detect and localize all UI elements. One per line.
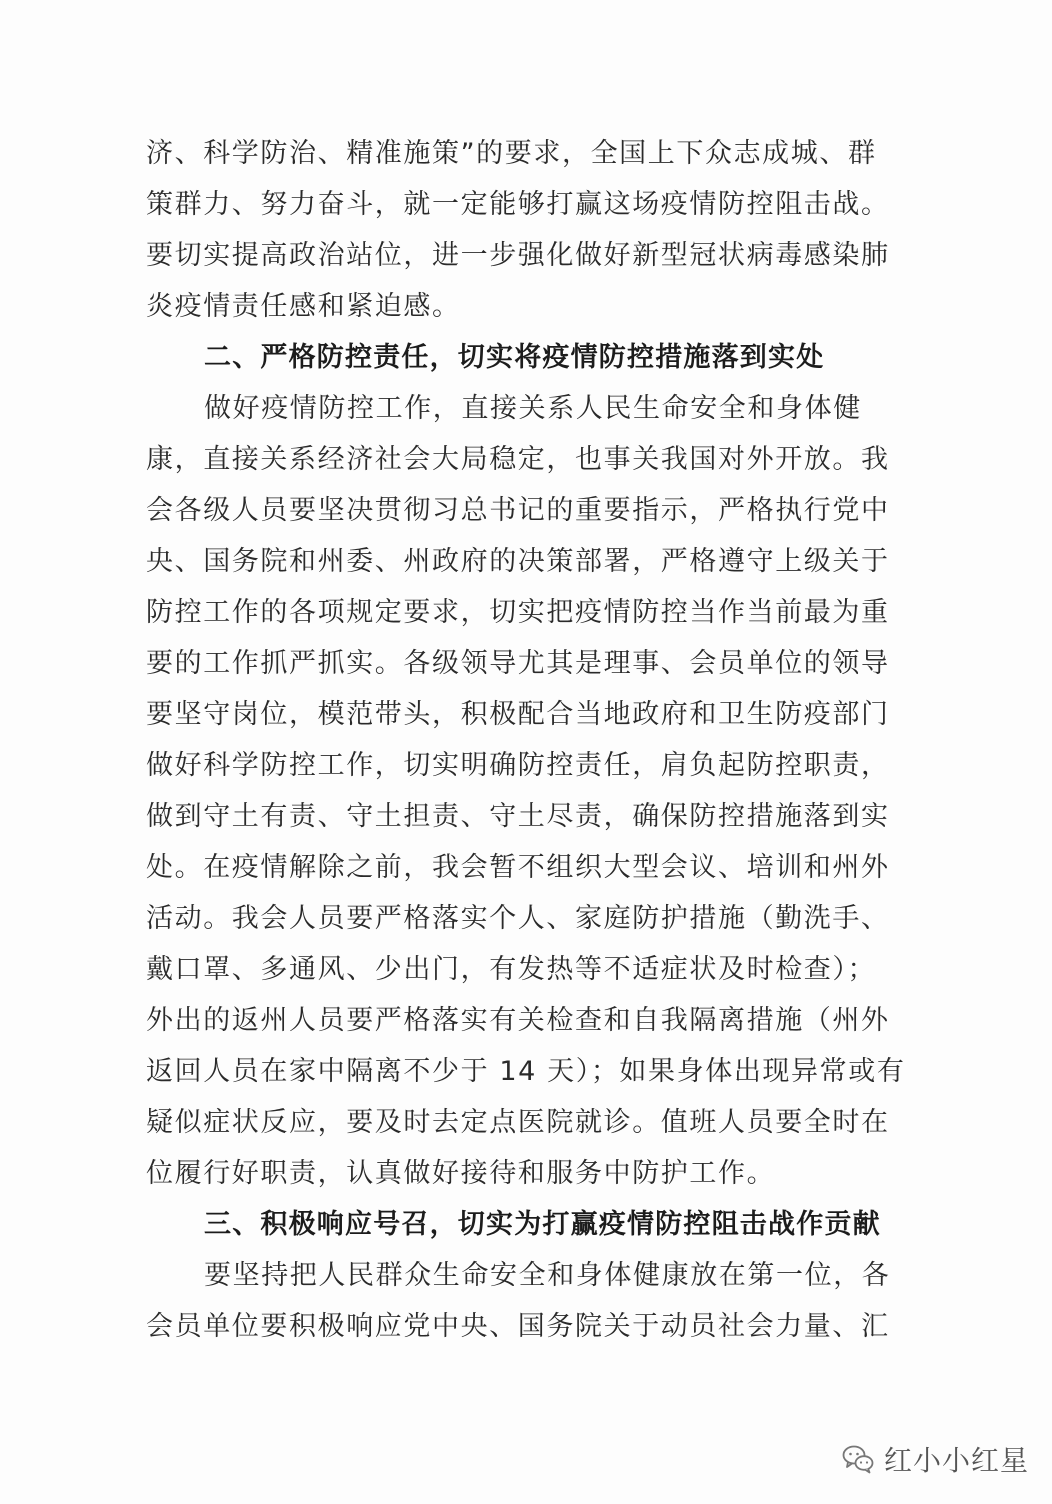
- body-line: 炎疫情责任感和紧迫感。: [146, 291, 461, 322]
- body-line: 做到守土有责、守土担责、守土尽责，确保防控措施落到实: [146, 801, 890, 832]
- body-line: 策群力、努力奋斗，就一定能够打赢这场疫情防控阻击战。: [146, 189, 890, 220]
- body-line: 康，直接关系经济社会大局稳定，也事关我国对外开放。我: [146, 444, 890, 475]
- body-line: 做好科学防控工作，切实明确防控责任，肩负起防控职责，: [146, 750, 890, 781]
- body-line: 戴口罩、多通风、少出门，有发热等不适症状及时检查）；: [146, 954, 877, 985]
- body-line: 央、国务院和州委、州政府的决策部署，严格遵守上级关于: [146, 546, 890, 577]
- body-line: 要坚守岗位，模范带头，积极配合当地政府和卫生防疫部门: [146, 699, 890, 730]
- body-line: 要切实提高政治站位，进一步强化做好新型冠状病毒感染肺: [146, 240, 890, 271]
- wechat-watermark: [842, 1437, 1029, 1481]
- body-line: 活动。我会人员要严格落实个人、家庭防护措施（勤洗手、: [146, 903, 890, 934]
- body-line: 会各级人员要坚决贯彻习总书记的重要指示，严格执行党中: [146, 495, 890, 526]
- body-line: 要的工作抓严抓实。各级领导尤其是理事、会员单位的领导: [146, 648, 890, 679]
- body-line: 防控工作的各项规定要求，切实把疫情防控当作当前最为重: [146, 597, 890, 628]
- section-heading-2: 二、严格防控责任，切实将疫情防控措施落到实处: [204, 342, 825, 373]
- body-line: 位履行好职责，认真做好接待和服务中防护工作。: [146, 1158, 776, 1189]
- body-line: 济、科学防治、精准施策”的要求，全国上下众志成城、群: [146, 138, 877, 169]
- wechat-icon: [842, 1444, 874, 1474]
- body-line: 会员单位要积极响应党中央、国务院关于动员社会力量、汇: [146, 1311, 890, 1342]
- paragraph-first-line: 要坚持把人民群众生命安全和身体健康放在第一位，各: [204, 1260, 891, 1291]
- watermark-text: 红小小红星: [884, 1444, 1030, 1477]
- body-line: 外出的返州人员要严格落实有关检查和自我隔离措施（州外: [146, 1005, 890, 1036]
- paragraph-first-line: 做好疫情防控工作，直接关系人民生命安全和身体健: [204, 393, 862, 424]
- body-line: 疑似症状反应，要及时去定点医院就诊。值班人员要全时在: [146, 1107, 890, 1138]
- document-body: [146, 128, 906, 1352]
- body-line: 返回人员在家中隔离不少于 14 天）；如果身体出现异常或有: [146, 1056, 906, 1087]
- section-heading-3: 三、积极响应号召，切实为打赢疫情防控阻击战作贡献: [204, 1209, 881, 1240]
- body-line: 处。在疫情解除之前，我会暂不组织大型会议、培训和州外: [146, 852, 890, 883]
